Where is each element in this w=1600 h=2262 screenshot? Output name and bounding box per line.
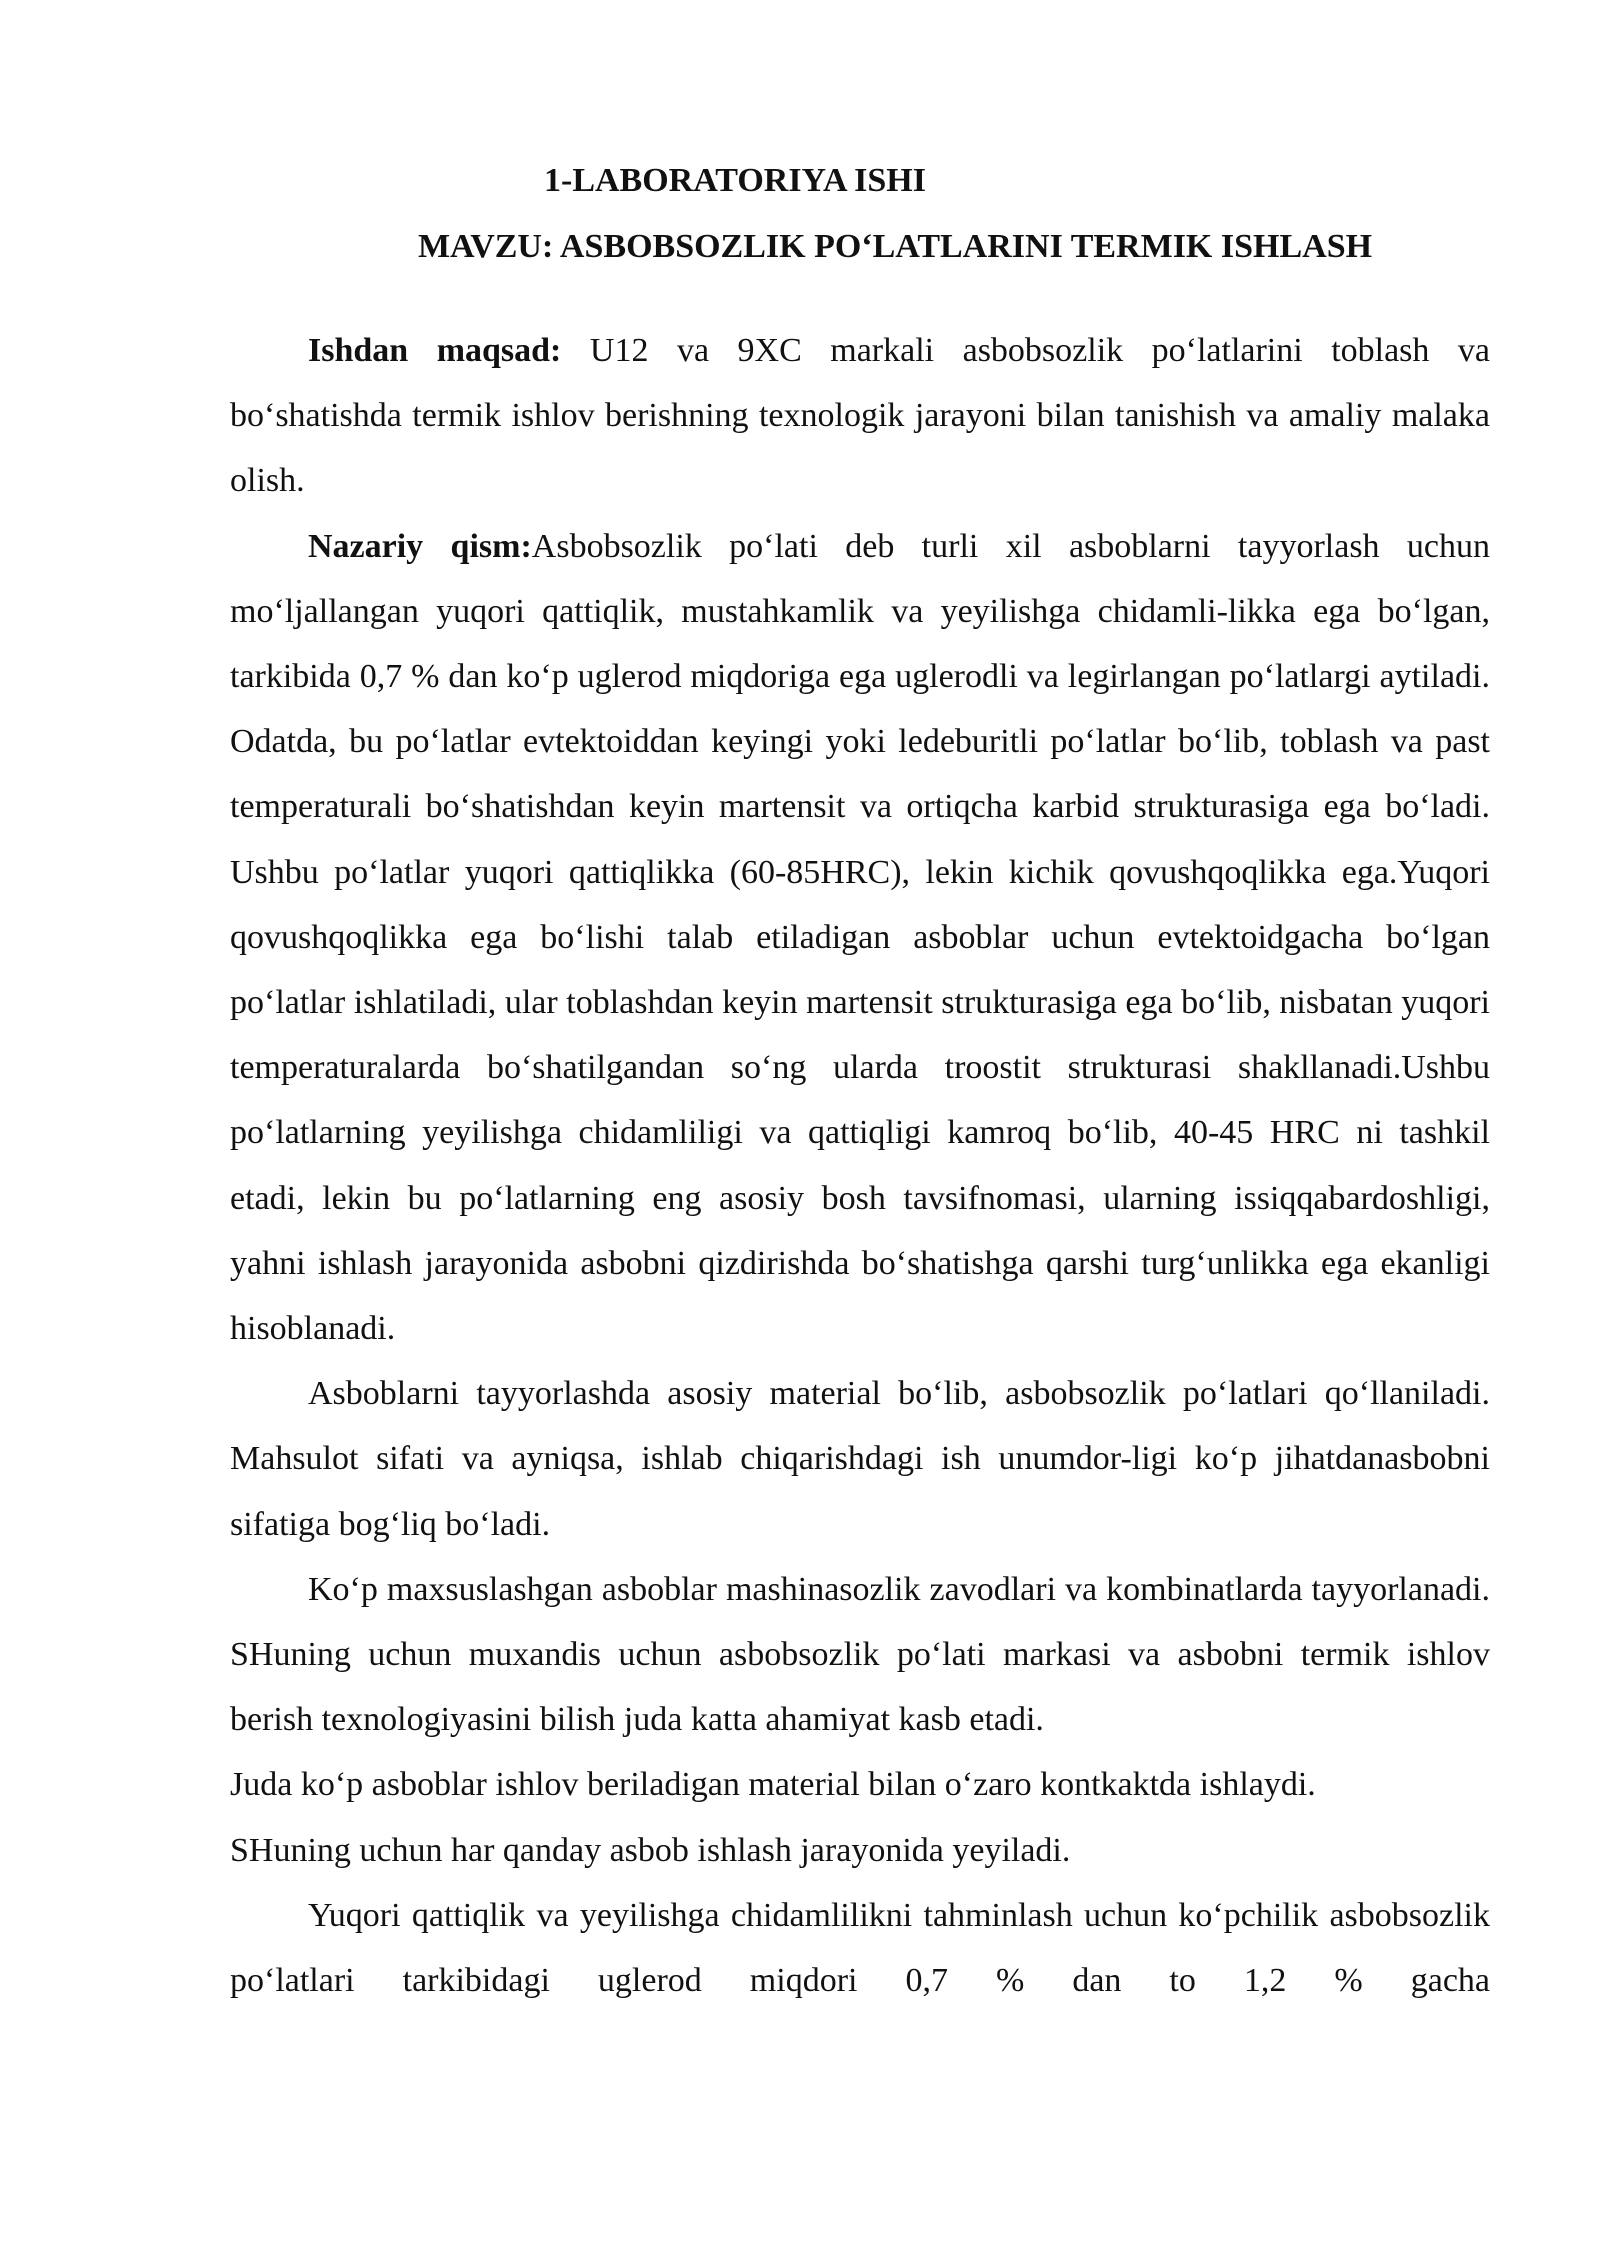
document-subtitle: MAVZU: ASBOBSOZLIK PO‘LATLARINI TERMIK ISHLASH <box>417 228 1373 265</box>
paragraph-4-line-3: SHuning uchun har qanday asbob ishlash jarayonida yeyiladi. <box>230 1831 1071 1869</box>
goal-paragraph <box>230 318 1490 514</box>
theory-label: Nazariy qism: <box>308 527 532 565</box>
document-title: 1-LABORATORIYA ISHI <box>544 162 926 199</box>
paragraph-4: Ko‘p maxsuslashgan asboblar mashinasozlik zavodlari va kombinatlarda tayyorlanadi. SHuning uchun muxandis uchun asbobsozlik po‘lati markasi va asbobni termik ishlov berish texnologiyasini bilish juda katta ahamiyat kasb etadi. <box>230 1570 1490 1739</box>
goal-label: Ishdan maqsad: <box>308 332 562 369</box>
title-block <box>230 148 1490 280</box>
theory-paragraph <box>230 514 1490 1362</box>
paragraph-3: Asboblarni tayyorlashda asosiy material bo‘lib, asbobsozlik po‘latlari qo‘llaniladi. Mahsulot sifati va ayniqsa, ishlab chiqarishdagi ish unumdor-ligi ko‘p jihatdanasbobni sifatiga bog‘liq bo‘ladi. <box>230 1375 1490 1543</box>
goal-text: U12 va 9XC markali asbobsozlik po‘latlarini toblash va bo‘shatishda termik ishlov berishning texnologik jarayoni bilan tanishish va amaliy malaka olish. <box>230 332 1490 500</box>
paragraph-4-line-2: Juda ko‘p asboblar ishlov beriladigan material bilan o‘zaro kontkaktda ishlaydi. <box>230 1766 1316 1804</box>
theory-text: Asbobsozlik po‘lati deb turli xil asboblarni tayyorlash uchun mo‘ljallangan yuqori qattiqlik, mustahkamlik va yeyilishga chidamli-likka ega bo‘lgan, tarkibida 0,7 % dan ko‘p uglerod miqdoriga ega uglerodli va legirlangan po‘latlargi aytiladi. Odatda, bu po‘latlar evtektoiddan keyingi yoki ledeburitli po‘latlar bo‘lib, toblash va past temperaturali bo‘shatishdan keyin martensit va ortiqcha karbid strukturasiga ega bo‘ladi. Ushbu po‘latlar yuqori qattiqlikka (60-85HRC), lekin kichik qovushqoqlikka ega.Yuqori qovushqoqlikka ega bo‘lishi talab etiladigan asboblar uchun evtektoidgacha bo‘lgan po‘latlar ishlatiladi, ular toblashdan keyin martensit strukturasiga ega bo‘lib, nisbatan yuqori temperaturalarda bo‘shatilgandan so‘ng ularda troostit strukturasi shakllanadi.Ushbu po‘latlarning yeyilishga chidamliligi va qattiqligi kamroq bo‘lib, 40-45 HRC ni tashkil etadi, lekin bu po‘latlarning eng asosiy bosh tavsifnomasi, ularning issiqqabardoshligi, yahni ishlash jarayonida asbobni qizdirishda bo‘shatishga qarshi turg‘unlikka ega ekanligi hisoblanadi. <box>230 527 1490 1348</box>
paragraph-5: Yuqori qattiqlik va yeyilishga chidamlilikni tahminlash uchun ko‘pchilik asbobsozlik po‘latlari tarkibidagi uglerod miqdori 0,7 % dan to 1,2 % gacha <box>230 1896 1490 2000</box>
document-body <box>230 318 1490 2013</box>
